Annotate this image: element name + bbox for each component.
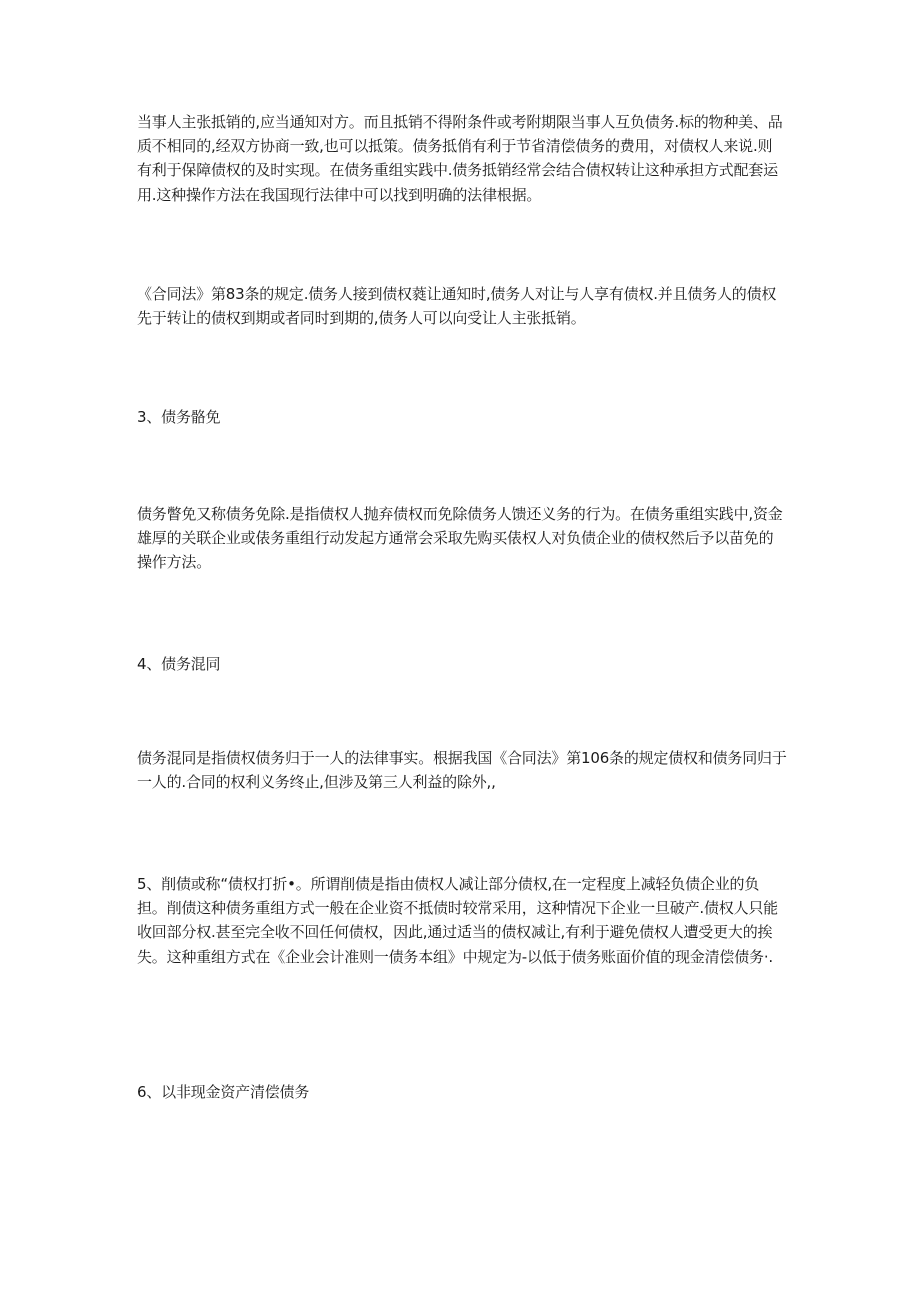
paragraph-contract-law-article-83: 《合同法》第83条的规定.债务人接到债权蕤让通知时,债务人对让与人享有债权.并且债务人的债权先于转让的债权到期或者同时到期的,债务人可以向受让人主张抵销。 xyxy=(137,285,777,328)
paragraph-debt-reduction: 5、削债或称“债权打折•。所谓削债是指由债权人减让部分债权,在一定程度上减轻负债企业的负担。削债这种债务重组方式一般在企业资不抵债时较常采用，这种情况下企业一旦破产.债权人只能收回部分权.甚至完全收不回任何债权，因此,通过适当的债权减让,有利于避免债权人遭受更大的挨失。这种重组方式在《企业会计准则一债务本组》中规定为-以低于债务账面价值的现金清偿债务·. xyxy=(137,875,778,966)
paragraph-debt-merger: 债务混同是指债权债务归于一人的法律事实。根据我国《合同法》第106条的规定债权和债务同归于一人的.合同的权利义务终止,但涉及第三人利益的除外,, xyxy=(137,749,787,792)
heading-non-cash-settlement: 6、以非现金资产清偿债务 xyxy=(137,1083,310,1101)
heading-debt-forgiveness: 3、债务骼免 xyxy=(137,408,221,426)
paragraph-offset-notice: 当事人主张抵销的,应当通知对方。而且抵销不得附条件或考附期限当事人互负债务.标的物种美、品质不相同的,经双方协商一致,也可以抵策。债务抵俏有利于节省清偿债务的费用，对债权人来说.则有利于保障债权的及时实现。在债务重组实践中.债务抵销经常会结合债权转让这种承担方式配套运用.这种操作方法在我国现行法律中可以找到明确的法律根据。 xyxy=(137,113,783,204)
heading-debt-merger: 4、债务混同 xyxy=(137,655,221,673)
paragraph-debt-forgiveness: 债务瞥免又称债务免除.是指债权人抛弃债权而免除债务人馈还义务的行为。在债务重组实践中,资金雄厚的关联企业或俵务重组行动发起方通常会采取先购买俵权人对负债企业的债权然后予以苗免的操作方法。 xyxy=(137,505,783,572)
